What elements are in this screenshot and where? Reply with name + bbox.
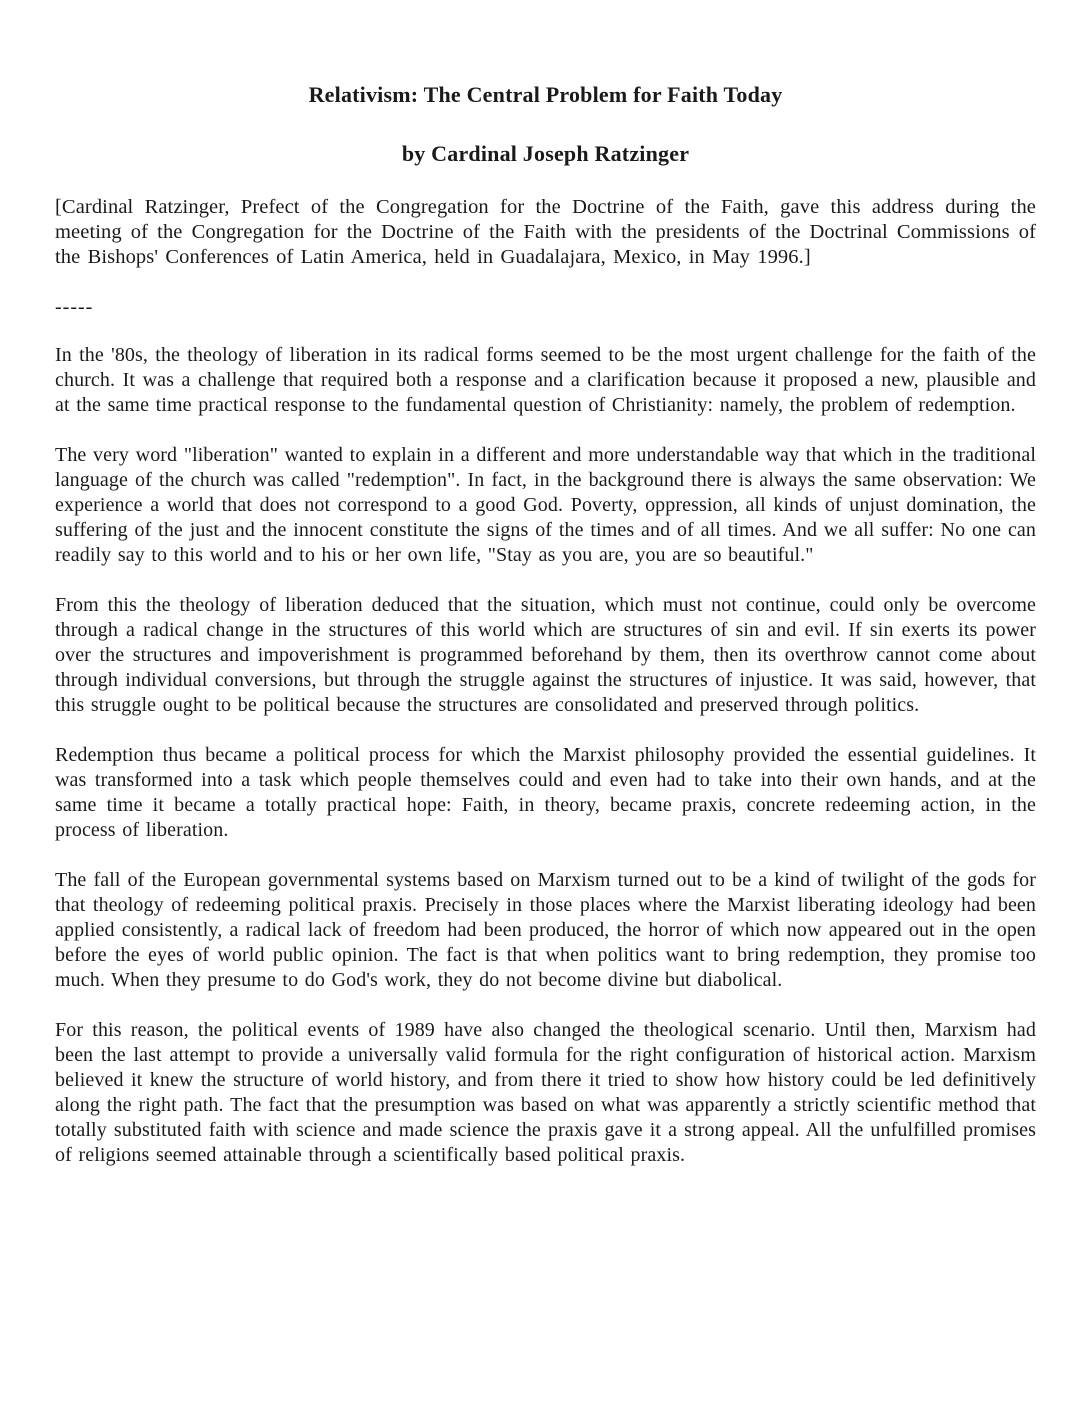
paragraph-3: From this the theology of liberation deduced that the situation, which must not continue, could only be overcome through a radical change in the structures of this world which are structures of sin and evil. If sin exerts its power over the structures and impoverishment is programmed beforehand by them, then its overthrow cannot come about through individual conversions, but through the struggle against the structures of injustice. It was said, however, that this struggle ought to be political because the structures are consolidated and preserved through politics. bbox=[55, 594, 1036, 716]
paragraph-4: Redemption thus became a political process for which the Marxist philosophy provided the essential guidelines. It was transformed into a task which people themselves could and even had to take into their own hands, and at the same time it became a totally practical hope: Faith, in theory, became praxis, concrete redeeming action, in the process of liberation. bbox=[55, 744, 1036, 841]
paragraph-2: The very word "liberation" wanted to explain in a different and more understandable way that which in the traditional language of the church was called "redemption". In fact, in the background there is always the same observation: We experience a world that does not correspond to a good God. Poverty, oppression, all kinds of unjust domination, the suffering of the just and the innocent constitute the signs of the times and of all times. And we all suffer: No one can readily say to this world and to his or her own life, "Stay as you are, you are so beautiful." bbox=[55, 444, 1036, 566]
page-title: Relativism: The Central Problem for Faith Today bbox=[308, 82, 783, 107]
byline: by Cardinal Joseph Ratzinger bbox=[401, 141, 690, 166]
paragraph-5: The fall of the European governmental systems based on Marxism turned out to be a kind of twilight of the gods for that theology of redeeming political praxis. Precisely in those places where the Marxist liberating ideology had been applied consistently, a radical lack of freedom had been produced, the horror of which now appeared out in the open before the eyes of world public opinion. The fact is that when politics want to bring redemption, they promise too much. When they presume to do God's work, they do not become divine but diabolical. bbox=[55, 869, 1036, 991]
separator-dashes: ----- bbox=[55, 296, 94, 318]
paragraph-6: For this reason, the political events of 1989 have also changed the theological scenario. Until then, Marxism had been the last attempt to provide a universally valid formula for the right configuration of historical action. Marxism believed it knew the structure of world history, and from there it tried to show how history could be led definitively along the right path. The fact that the presumption was based on what was apparently a strictly scientific method that totally substituted faith with science and made science the praxis gave it a strong appeal. All the unfulfilled promises of religions seemed attainable through a scientifically based political praxis. bbox=[55, 1019, 1036, 1166]
editorial-note: [Cardinal Ratzinger, Prefect of the Congregation for the Doctrine of the Faith, gave this address during the meeting of the Congregation for the Doctrine of the Faith with the presidents of the Doctrinal Commissions of the Bishops' Conferences of Latin America, held in Guadalajara, Mexico, in May 1996.] bbox=[55, 196, 1036, 268]
paragraph-1: In the '80s, the theology of liberation in its radical forms seemed to be the most urgent challenge for the faith of the church. It was a challenge that required both a response and a clarification because it proposed a new, plausible and at the same time practical response to the fundamental question of Christianity: namely, the problem of redemption. bbox=[55, 344, 1036, 416]
